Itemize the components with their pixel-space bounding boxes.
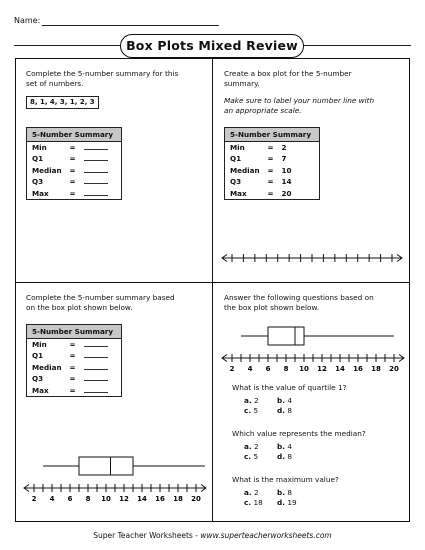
option-a[interactable] — [244, 442, 277, 452]
row-value: 10 — [281, 165, 292, 175]
table-row — [27, 339, 122, 351]
tick-label: 10 — [299, 365, 309, 373]
option-letter: c. — [244, 406, 252, 415]
answer-blank[interactable] — [84, 363, 108, 370]
tick-label: 14 — [137, 495, 147, 503]
tick-label: 2 — [229, 365, 235, 373]
row-value: 14 — [281, 177, 292, 187]
row-value: 7 — [281, 154, 287, 164]
tick-label: 18 — [173, 495, 183, 503]
row-label: Q3 — [32, 374, 44, 384]
tick-label: 8 — [85, 495, 91, 503]
table-row — [27, 176, 122, 188]
question-2 — [232, 429, 366, 462]
row-value: 2 — [281, 143, 287, 152]
table-row — [27, 142, 122, 154]
row-eq: = — [267, 188, 274, 198]
tick-label: 6 — [265, 365, 271, 373]
option-a[interactable] — [244, 396, 277, 406]
table-row — [225, 142, 320, 154]
row-label: Min — [230, 143, 245, 152]
option-letter: a. — [244, 487, 252, 497]
q1-instructions-line: set of numbers. — [26, 78, 84, 88]
row-eq: = — [69, 154, 76, 164]
q4-instructions — [224, 293, 374, 312]
tick-label: 4 — [247, 365, 253, 373]
grid-vertical-divider — [212, 58, 213, 522]
row-label: Min — [32, 340, 47, 349]
q1-summary-title: 5-Number Summary — [27, 128, 122, 142]
option-value: 8 — [287, 406, 292, 415]
question-3 — [232, 475, 339, 508]
box — [79, 457, 133, 475]
option-letter: b. — [277, 441, 285, 451]
question-text: What is the maximum value? — [232, 475, 339, 484]
answer-blank[interactable] — [84, 374, 108, 381]
q1-summary-table — [26, 127, 122, 200]
row-label: Q3 — [230, 177, 242, 187]
q4-instructions-line: Answer the following questions based on — [224, 293, 374, 302]
q1-instructions-line: Complete the 5-number summary for this — [26, 69, 179, 78]
option-d[interactable] — [277, 406, 310, 416]
row-eq: = — [267, 177, 274, 187]
name-input-line[interactable] — [42, 25, 219, 26]
q4-instructions-line: the box plot shown below. — [224, 302, 320, 312]
row-label: Min — [32, 143, 47, 152]
option-value: 8 — [287, 487, 292, 497]
answer-blank[interactable] — [84, 189, 108, 196]
option-value: 2 — [254, 487, 259, 497]
row-eq: = — [69, 340, 76, 349]
option-b[interactable] — [277, 396, 310, 406]
row-eq: = — [69, 188, 76, 198]
q1-instructions — [26, 69, 178, 88]
answer-blank[interactable] — [84, 166, 108, 173]
q3-instructions-line: Complete the 5-number summary based — [26, 293, 175, 302]
q2-summary-table — [224, 127, 320, 200]
row-eq: = — [69, 143, 76, 152]
option-value: 8 — [287, 452, 292, 461]
option-d[interactable] — [277, 452, 310, 462]
tick-label: 10 — [101, 495, 111, 503]
tick-label: 12 — [317, 365, 327, 373]
tick-label: 4 — [49, 495, 55, 503]
q2-note-line: Make sure to label your number line with — [224, 96, 375, 105]
tick-label: 20 — [389, 365, 399, 373]
table-row — [225, 153, 320, 165]
tick-label: 16 — [353, 365, 363, 373]
tick-label: 20 — [191, 495, 201, 503]
table-row — [225, 176, 320, 188]
row-eq: = — [69, 374, 76, 384]
table-row — [27, 153, 122, 165]
table-row — [27, 362, 122, 374]
page-title: Box Plots Mixed Review — [120, 34, 304, 58]
row-eq: = — [267, 165, 274, 175]
row-label: Q1 — [32, 154, 44, 164]
option-b[interactable] — [277, 488, 310, 498]
row-label: Max — [32, 188, 49, 198]
answer-blank[interactable] — [84, 386, 108, 393]
row-label: Max — [32, 385, 49, 395]
q3-box-plot — [22, 452, 208, 504]
answer-blank[interactable] — [84, 143, 108, 150]
answer-blank[interactable] — [84, 340, 108, 347]
answer-blank[interactable] — [84, 154, 108, 161]
option-value: 5 — [253, 452, 259, 461]
row-eq: = — [69, 362, 76, 372]
answer-blank[interactable] — [84, 177, 108, 184]
table-row — [27, 385, 122, 397]
footer — [0, 531, 425, 540]
option-letter: c. — [244, 452, 252, 461]
row-eq: = — [69, 385, 76, 395]
tick-label: 6 — [67, 495, 73, 503]
option-value: 18 — [253, 498, 263, 507]
option-c[interactable] — [244, 452, 277, 462]
q2-instructions-line: Create a box plot for the 5-number — [224, 69, 352, 78]
q3-summary-title: 5-Number Summary — [27, 325, 122, 339]
table-row — [225, 188, 320, 200]
row-label: Q1 — [230, 154, 242, 164]
row-label: Median — [32, 362, 62, 372]
table-row — [27, 373, 122, 385]
q1-data-set: 8, 1, 4, 3, 1, 2, 3 — [26, 96, 99, 109]
q2-summary-title: 5-Number Summary — [225, 128, 320, 142]
option-letter: d. — [277, 452, 285, 461]
q2-instructions — [224, 69, 352, 88]
tick-label: 12 — [119, 495, 129, 503]
option-a[interactable] — [244, 488, 277, 498]
option-letter: a. — [244, 395, 252, 405]
option-value: 4 — [287, 395, 292, 405]
tick-label: 14 — [335, 365, 345, 373]
q3-instructions-line: on the box plot shown below. — [26, 302, 133, 312]
box — [268, 327, 304, 345]
row-eq: = — [267, 154, 274, 164]
answer-blank[interactable] — [84, 351, 108, 358]
question-1 — [232, 383, 347, 416]
option-letter: d. — [277, 498, 285, 507]
option-letter: a. — [244, 441, 252, 451]
table-row — [27, 350, 122, 362]
option-value: 5 — [253, 406, 259, 415]
tick-label: 16 — [155, 495, 165, 503]
option-value: 19 — [287, 498, 297, 507]
question-text: What is the value of quartile 1? — [232, 383, 347, 392]
option-letter: b. — [277, 487, 285, 497]
row-eq: = — [69, 177, 76, 187]
option-value: 2 — [254, 395, 259, 405]
row-eq: = — [69, 351, 76, 361]
option-c[interactable] — [244, 498, 277, 508]
row-label: Max — [230, 188, 247, 198]
row-label: Q1 — [32, 351, 44, 361]
q3-instructions — [26, 293, 175, 312]
grid-horizontal-divider — [15, 282, 410, 283]
row-eq: = — [69, 165, 76, 175]
footer-site: Super Teacher Worksheets — [93, 531, 193, 540]
q2-instructions-line: summary. — [224, 78, 260, 88]
q3-summary-table — [26, 324, 122, 397]
option-letter: b. — [277, 395, 285, 405]
footer-separator: - — [192, 531, 201, 540]
q2-note-line: an appropriate scale. — [224, 105, 302, 115]
option-c[interactable] — [244, 406, 277, 416]
row-label: Q3 — [32, 177, 44, 187]
table-row — [27, 188, 122, 200]
option-value: 4 — [287, 441, 292, 451]
row-label: Median — [230, 165, 260, 175]
table-row — [27, 165, 122, 177]
row-value: 20 — [281, 188, 292, 198]
tick-label: 8 — [283, 365, 289, 373]
name-label: Name: — [14, 16, 41, 25]
footer-url[interactable]: www.superteacherworksheets.com — [200, 531, 332, 540]
option-letter: d. — [277, 406, 285, 415]
tick-label: 18 — [371, 365, 381, 373]
option-d[interactable] — [277, 498, 310, 508]
q2-note — [224, 96, 374, 115]
table-row — [225, 165, 320, 177]
option-b[interactable] — [277, 442, 310, 452]
question-text: Which value represents the median? — [232, 429, 366, 438]
q4-box-plot — [220, 322, 406, 374]
row-eq: = — [267, 143, 274, 152]
option-letter: c. — [244, 498, 252, 507]
tick-label: 2 — [31, 495, 37, 503]
option-value: 2 — [254, 441, 259, 451]
q2-blank-number-line[interactable] — [220, 250, 404, 266]
row-label: Median — [32, 165, 62, 175]
